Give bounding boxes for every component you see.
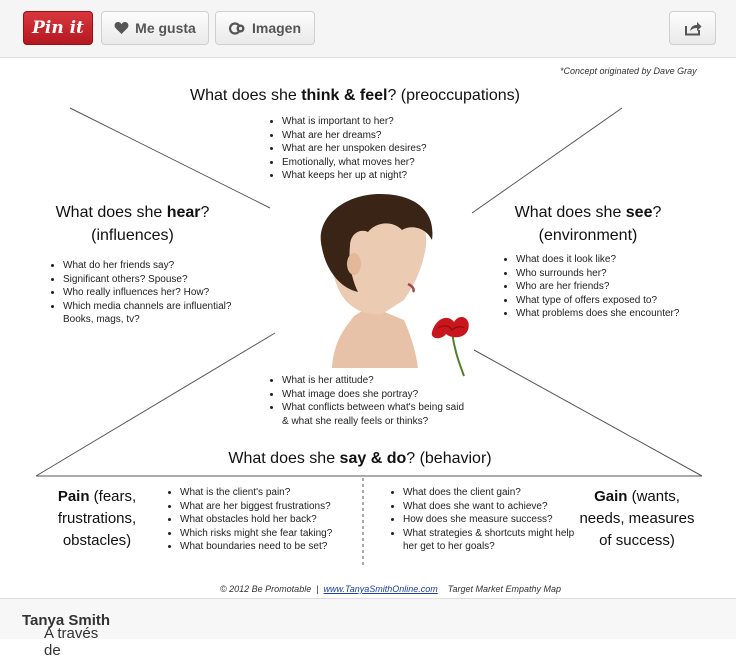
say-heading-post: ? (behavior) — [406, 450, 492, 467]
like-button[interactable] — [101, 11, 209, 45]
list-item: • What problems does she encounter? — [516, 307, 691, 321]
list-item: • What type of offers exposed to? — [516, 294, 691, 308]
pin-footer — [0, 598, 736, 659]
think-feel-heading — [150, 84, 560, 107]
see-heading-sub: (environment) — [538, 227, 638, 244]
list-item: • What does she want to achieve? — [403, 500, 575, 514]
say-do-list — [268, 374, 467, 428]
list-item: • How does she measure success? — [403, 513, 575, 527]
hear-heading-post: ? — [200, 204, 210, 221]
gain-heading-line3: of success) — [599, 532, 675, 549]
say-heading-pre: What does she — [228, 450, 340, 467]
think-heading-post: ? (preoccupations) — [387, 87, 520, 104]
pin-toolbar — [0, 0, 736, 58]
pinned-via-text — [22, 612, 111, 659]
list-item: • Who are her friends? — [516, 280, 691, 294]
list-item: • Which media channels are influential? Books, mags, tv? — [63, 300, 253, 327]
share-button[interactable] — [669, 11, 716, 45]
gain-heading-line2: needs, measures — [579, 510, 695, 527]
image-label: Imagen — [251, 20, 301, 36]
list-item: • What are her unspoken desires? — [282, 142, 482, 156]
see-heading-post: ? — [652, 204, 662, 221]
share-icon — [684, 21, 702, 36]
say-heading-bold: say & do — [339, 450, 407, 467]
pain-heading-line3: obstacles) — [62, 532, 132, 549]
list-item: • What are her dreams? — [282, 129, 482, 143]
image-icon — [229, 21, 246, 36]
list-item: • What keeps her up at night? — [282, 169, 482, 183]
think-heading-pre: What does she — [190, 87, 302, 104]
copyright-text: © 2012 Be Promotable | — [220, 584, 324, 594]
see-heading-pre: What does she — [514, 204, 626, 221]
gain-heading-rest: (wants, — [627, 488, 680, 505]
list-item: • What are her biggest frustrations? — [180, 500, 370, 514]
pain-heading-rest: (fears, — [89, 488, 137, 505]
think-heading-bold: think & feel — [301, 87, 388, 104]
pin-it-button[interactable] — [23, 11, 93, 45]
pain-heading-line2: frustrations, — [57, 510, 137, 527]
list-item: • Emotionally, what moves her? — [282, 156, 482, 170]
via-label: A través de — [44, 625, 99, 659]
gain-list — [389, 486, 575, 554]
list-item: • What is her attitude? — [282, 374, 467, 388]
hear-heading — [30, 201, 235, 247]
author-name[interactable]: Tanya Smith — [22, 612, 111, 629]
list-item: • What does it look like? — [516, 253, 691, 267]
hear-list — [49, 259, 253, 327]
website-link[interactable]: www.TanyaSmithOnline.com — [323, 584, 438, 594]
pin-it-label: Pin it — [32, 18, 84, 38]
list-item: • Who really influences her? How? — [63, 286, 253, 300]
pain-heading — [32, 486, 162, 552]
divider-line-top-left — [70, 108, 270, 208]
hear-heading-pre: What does she — [55, 204, 167, 221]
concept-attribution: *Concept originated by Dave Gray — [560, 66, 697, 76]
pain-list — [166, 486, 370, 554]
list-item: • What is the client's pain? — [180, 486, 370, 500]
pain-heading-bold: Pain — [57, 488, 90, 505]
list-item: • What conflicts between what's being said & what she really feels or thinks? — [282, 401, 467, 428]
list-item: • What boundaries need to be set? — [180, 540, 370, 554]
hear-heading-bold: hear — [166, 204, 201, 221]
list-item: • Significant others? Spouse? — [63, 273, 253, 287]
image-button[interactable] — [215, 11, 315, 45]
see-heading — [488, 201, 688, 247]
gain-heading-bold: Gain — [594, 488, 628, 505]
map-title-text: Target Market Empathy Map — [437, 584, 561, 594]
gain-heading — [562, 486, 712, 552]
say-do-heading — [160, 447, 560, 470]
heart-icon — [114, 21, 129, 35]
list-item: • What is important to her? — [282, 115, 482, 129]
like-label: Me gusta — [135, 20, 196, 36]
divider-line-top-right — [472, 108, 622, 213]
see-list — [502, 253, 691, 321]
list-item: • What does the client gain? — [403, 486, 575, 500]
list-item: • What obstacles hold her back? — [180, 513, 370, 527]
empathy-map-diagram — [0, 58, 736, 598]
think-feel-list — [268, 115, 482, 183]
list-item: • Who surrounds her? — [516, 267, 691, 281]
list-item: • Which risks might she fear taking? — [180, 527, 370, 541]
red-flower-illustration — [424, 308, 474, 378]
see-heading-bold: see — [625, 204, 653, 221]
hear-heading-sub: (influences) — [91, 227, 174, 244]
list-item: • What image does she portray? — [282, 388, 467, 402]
list-item: • What strategies & shortcuts might help her get to her goals? — [403, 527, 575, 554]
list-item: • What do her friends say? — [63, 259, 253, 273]
